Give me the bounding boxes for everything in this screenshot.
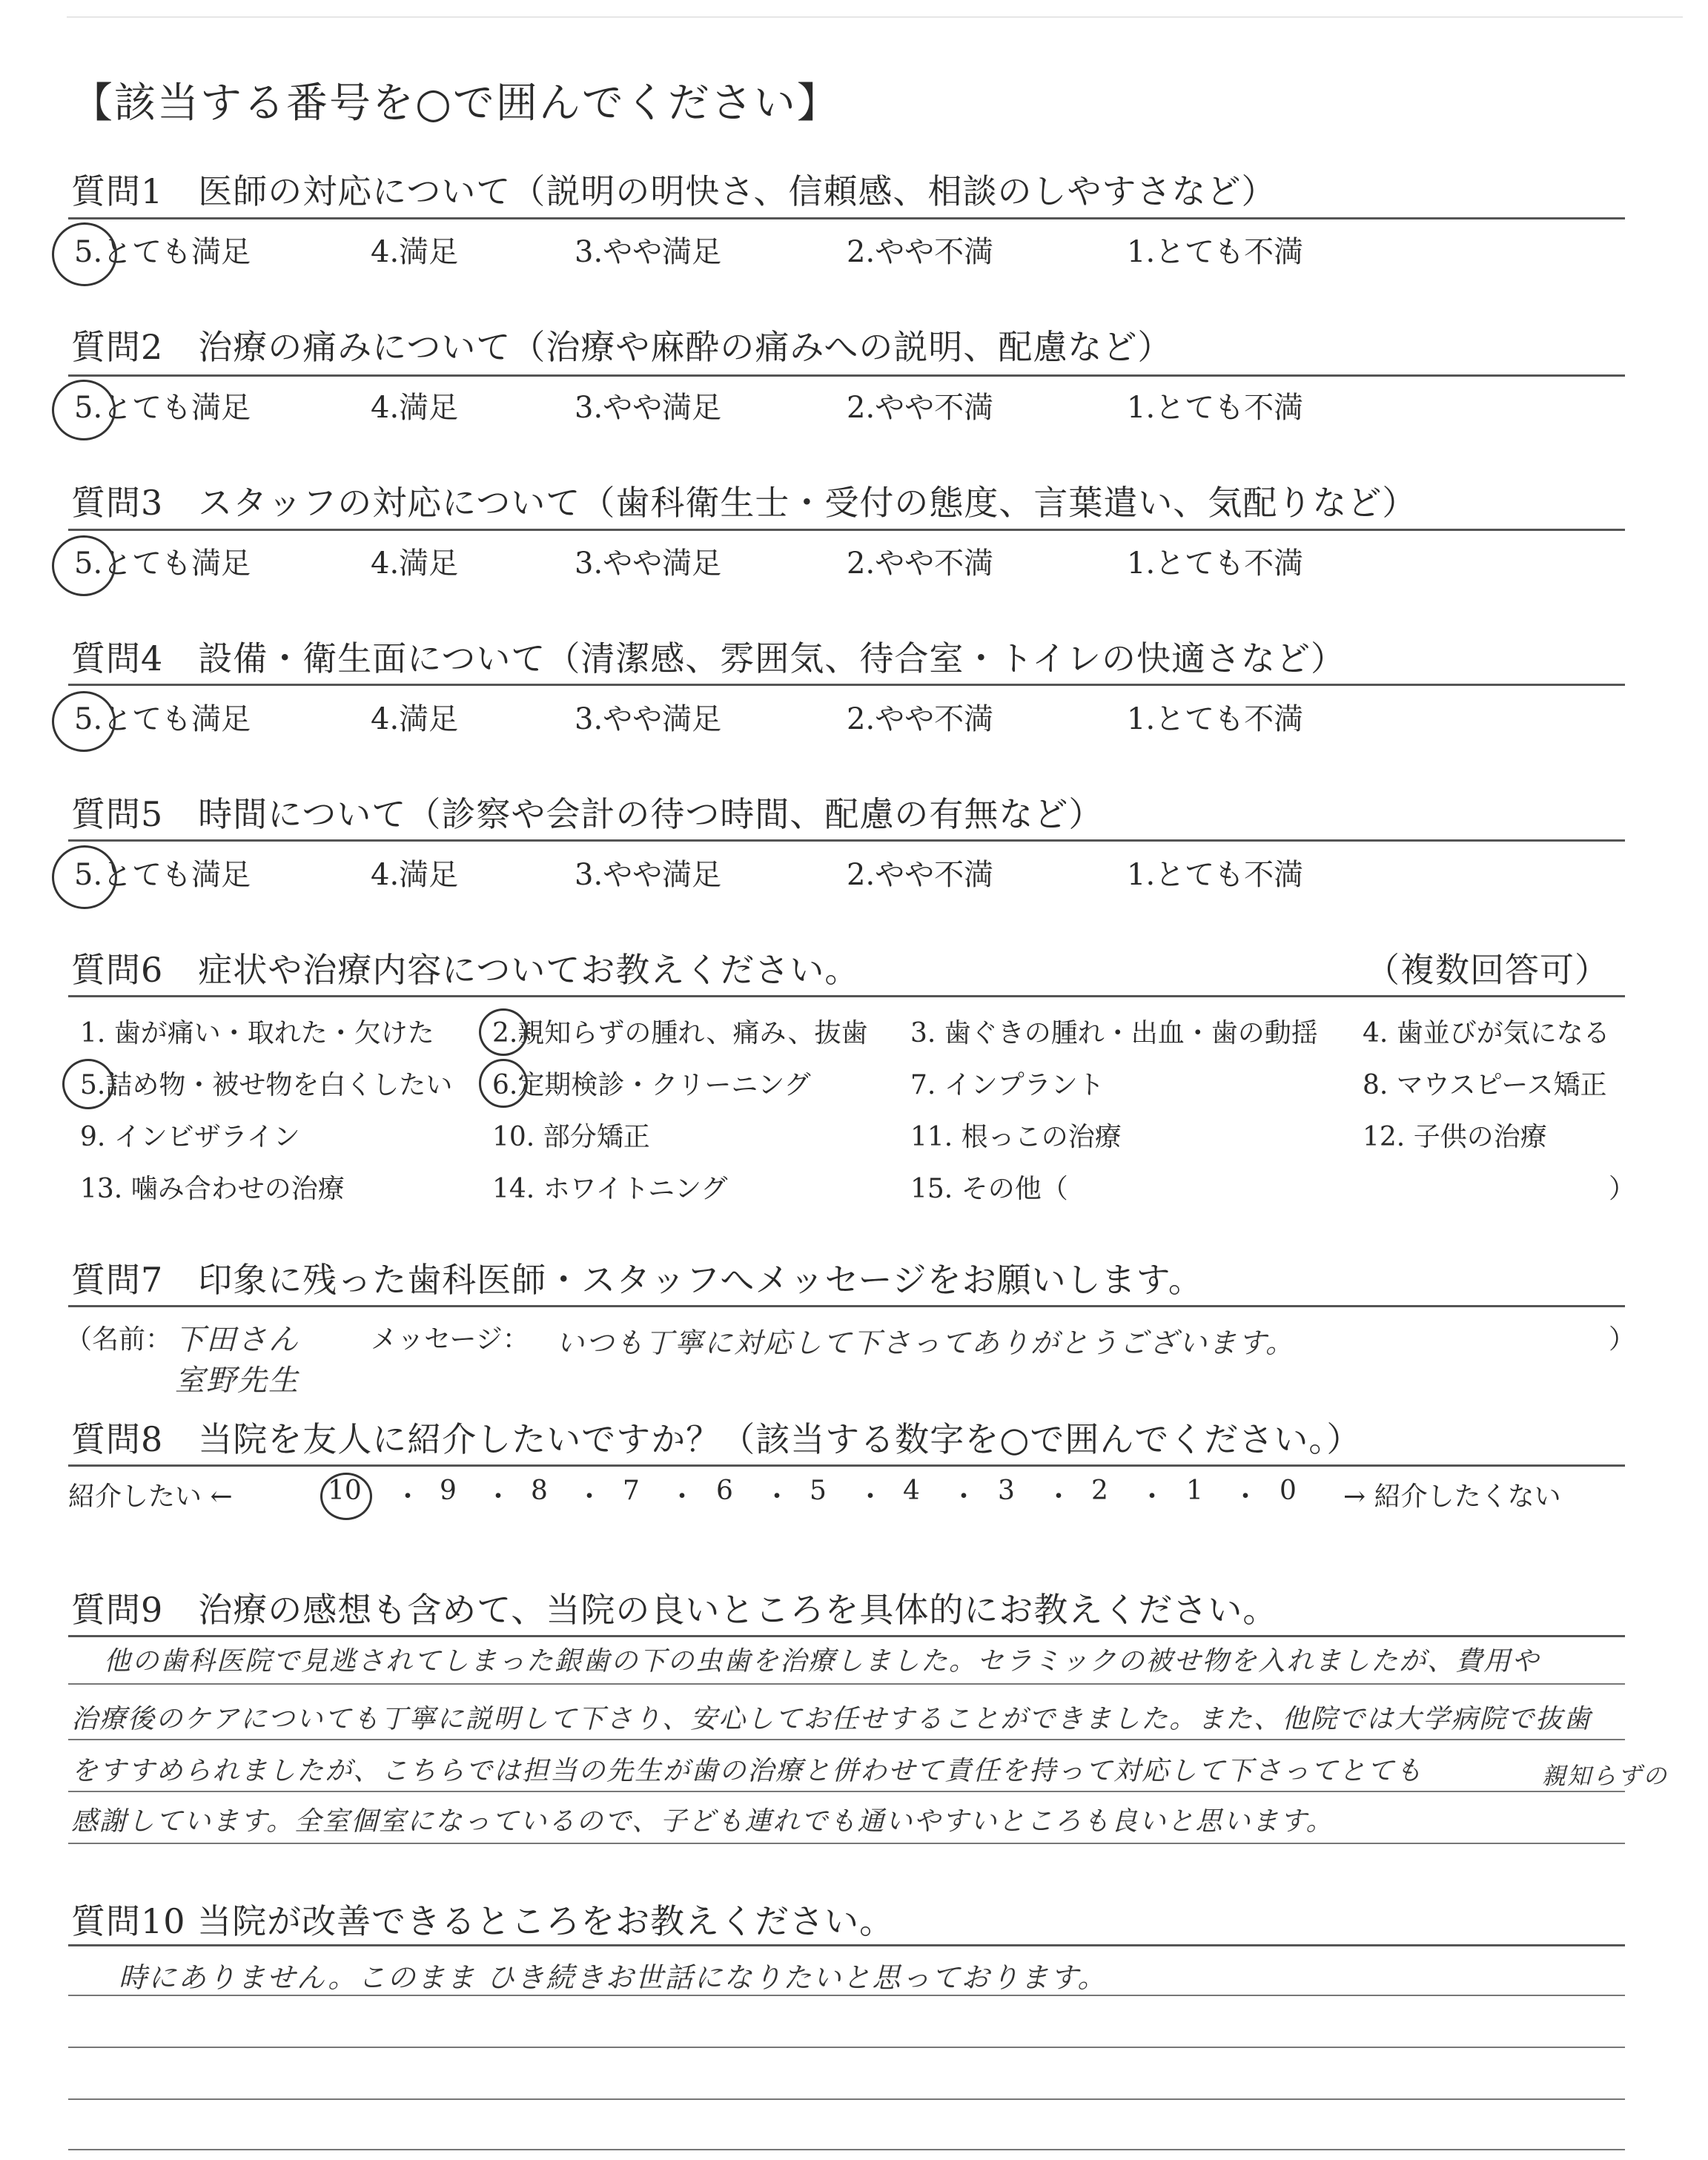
q1-option-2[interactable]: 2.やや不満 bbox=[847, 235, 994, 269]
q1-option-1[interactable]: 1.とても不満 bbox=[1127, 235, 1304, 269]
q8-dot: ・ bbox=[485, 1482, 512, 1512]
q2-selection-circle bbox=[52, 380, 116, 440]
q6-item-5[interactable]: 5.詰め物・被せ物を白くしたい bbox=[80, 1070, 453, 1100]
q7-message-value[interactable]: いつも丁寧に対応して下さってありがとうございます。 bbox=[556, 1327, 1295, 1359]
q6-item-6[interactable]: 6.定期検診・クリーニング bbox=[492, 1070, 811, 1100]
q8-title: 質問8 当院を友人に紹介したいですか？（該当する数字を○で囲んでください。） bbox=[71, 1419, 1362, 1459]
q1-option-4[interactable]: 4.満足 bbox=[371, 235, 459, 269]
q9-answer-line-3[interactable]: をすすめられましたが、こちらでは担当の先生が歯の治療と併わせて責任を持って対応して下さってとても bbox=[71, 1756, 1424, 1786]
q10-rule-3 bbox=[68, 2098, 1625, 2100]
q8-score-9[interactable]: 9 bbox=[440, 1476, 457, 1506]
q5-option-4[interactable]: 4.満足 bbox=[371, 858, 459, 892]
q8-score-0[interactable]: 0 bbox=[1280, 1476, 1297, 1506]
q2-option-5[interactable]: 5.とても満足 bbox=[74, 391, 251, 425]
q9-answer-line-1[interactable]: 他の歯科医院で見逃されてしまった銀歯の下の虫歯を治療しました。セラミックの被せ物を入れましたが、費用や bbox=[104, 1646, 1540, 1677]
q10-rule-1 bbox=[68, 1995, 1625, 1996]
q8-dot: ・ bbox=[1045, 1482, 1073, 1512]
q9-rule-0 bbox=[68, 1635, 1625, 1637]
q1-title: 質問1 医師の対応について（説明の明快さ、信頼感、相談のしやすさなど） bbox=[71, 171, 1277, 211]
top-edge-line bbox=[67, 16, 1683, 18]
q6-item-10[interactable]: 10. 部分矯正 bbox=[492, 1122, 650, 1152]
q6-item-13[interactable]: 13. 噛み合わせの治療 bbox=[80, 1174, 345, 1204]
q7-message-label: メッセージ： bbox=[371, 1324, 529, 1355]
q8-score-8[interactable]: 8 bbox=[531, 1476, 548, 1506]
q6-item-7[interactable]: 7. インプラント bbox=[910, 1070, 1105, 1100]
q9-answer-line-4[interactable]: 感謝しています。全室個室になっているので、子ども連れでも通いやすいところも良いと思います。 bbox=[71, 1806, 1334, 1837]
q6-item-8[interactable]: 8. マウスピース矯正 bbox=[1363, 1070, 1607, 1100]
q7-name-label: （名前： bbox=[65, 1324, 173, 1355]
q4-option-2[interactable]: 2.やや不満 bbox=[847, 702, 994, 736]
q8-dot: ・ bbox=[1232, 1482, 1260, 1512]
q2-rule bbox=[68, 374, 1625, 377]
q5-title: 質問5 時間について（診察や会計の待つ時間、配慮の有無など） bbox=[71, 794, 1104, 834]
page-title: 【該当する番号を○で囲んでください】 bbox=[71, 79, 840, 128]
q6-item-3[interactable]: 3. 歯ぐきの腫れ・出血・歯の動揺 bbox=[910, 1018, 1318, 1048]
q5-option-1[interactable]: 1.とても不満 bbox=[1127, 858, 1304, 892]
q6-item-1[interactable]: 1. 歯が痛い・取れた・欠けた bbox=[80, 1018, 434, 1048]
q10-title: 質問10 当院が改善できるところをお教えください。 bbox=[71, 1901, 895, 1941]
q1-option-3[interactable]: 3.やや満足 bbox=[575, 235, 722, 269]
q8-dot: ・ bbox=[669, 1482, 696, 1512]
q3-option-4[interactable]: 4.満足 bbox=[371, 546, 459, 581]
q6-item-14[interactable]: 14. ホワイトニング bbox=[492, 1174, 728, 1204]
q9-rule-2 bbox=[68, 1739, 1625, 1740]
q3-option-2[interactable]: 2.やや不満 bbox=[847, 546, 994, 581]
q8-score-5[interactable]: 5 bbox=[810, 1476, 827, 1506]
q6-item-6-circle bbox=[479, 1059, 528, 1108]
q8-score-3[interactable]: 3 bbox=[998, 1476, 1015, 1506]
q8-right-label: → 紹介したくない bbox=[1343, 1482, 1561, 1512]
q6-item-2[interactable]: 2.親知らずの腫れ、痛み、抜歯 bbox=[492, 1018, 868, 1048]
q6-note: （複数回答可） bbox=[1366, 950, 1609, 990]
q8-score-10[interactable]: 10 bbox=[328, 1476, 362, 1506]
q4-option-4[interactable]: 4.満足 bbox=[371, 702, 459, 736]
q4-title: 質問4 設備・衛生面について（清潔感、雰囲気、待合室・トイレの快適さなど） bbox=[71, 638, 1346, 678]
q8-score-7[interactable]: 7 bbox=[623, 1476, 640, 1506]
q4-option-5[interactable]: 5.とても満足 bbox=[74, 702, 251, 736]
q6-item-15[interactable]: 15. その他（ bbox=[910, 1174, 1068, 1204]
q8-dot: ・ bbox=[1139, 1482, 1166, 1512]
q2-option-2[interactable]: 2.やや不満 bbox=[847, 391, 994, 425]
q6-item-4[interactable]: 4. 歯並びが気になる bbox=[1363, 1018, 1610, 1048]
q8-dot: ・ bbox=[857, 1482, 884, 1512]
q8-score-2[interactable]: 2 bbox=[1091, 1476, 1108, 1506]
q10-rule-4 bbox=[68, 2149, 1625, 2150]
q2-option-3[interactable]: 3.やや満足 bbox=[575, 391, 722, 425]
q7-name-value-1[interactable]: 下田さん bbox=[175, 1323, 299, 1357]
q8-dot: ・ bbox=[394, 1482, 422, 1512]
q2-option-4[interactable]: 4.満足 bbox=[371, 391, 459, 425]
q7-name-value-2[interactable]: 室野先生 bbox=[175, 1364, 299, 1398]
q1-selection-circle bbox=[52, 222, 117, 286]
q5-option-5[interactable]: 5.とても満足 bbox=[74, 858, 251, 892]
q8-score-6[interactable]: 6 bbox=[716, 1476, 733, 1506]
q5-selection-circle bbox=[52, 845, 117, 909]
q6-item-2-circle bbox=[479, 1008, 528, 1056]
q8-selection-circle bbox=[320, 1473, 372, 1520]
q8-rule bbox=[68, 1464, 1625, 1467]
q8-left-label: 紹介したい ← bbox=[68, 1482, 233, 1512]
q3-option-1[interactable]: 1.とても不満 bbox=[1127, 546, 1304, 581]
q8-score-1[interactable]: 1 bbox=[1186, 1476, 1203, 1506]
q6-item-5-circle bbox=[62, 1059, 114, 1109]
q3-selection-circle bbox=[52, 535, 116, 596]
q4-selection-circle bbox=[52, 691, 116, 752]
q8-dot: ・ bbox=[950, 1482, 978, 1512]
q4-option-3[interactable]: 3.やや満足 bbox=[575, 702, 722, 736]
q5-option-2[interactable]: 2.やや不満 bbox=[847, 858, 994, 892]
q10-rule-0 bbox=[68, 1944, 1625, 1946]
q4-option-1[interactable]: 1.とても不満 bbox=[1127, 702, 1304, 736]
q1-option-5[interactable]: 5.とても満足 bbox=[74, 235, 251, 269]
q9-rule-4 bbox=[68, 1843, 1625, 1844]
q5-option-3[interactable]: 3.やや満足 bbox=[575, 858, 722, 892]
q6-item-9[interactable]: 9. インビザライン bbox=[80, 1122, 300, 1152]
q6-title: 質問6 症状や治療内容についてお教えください。 bbox=[71, 950, 860, 990]
q7-title: 質問7 印象に残った歯科医師・スタッフへメッセージをお願いします。 bbox=[71, 1260, 1203, 1300]
q9-rule-3 bbox=[68, 1791, 1625, 1792]
q2-option-1[interactable]: 1.とても不満 bbox=[1127, 391, 1304, 425]
q3-option-5[interactable]: 5.とても満足 bbox=[74, 546, 251, 581]
q10-answer-line-1[interactable]: 時にありません。このまま ひき続きお世話になりたいと思っております。 bbox=[119, 1961, 1108, 1994]
q7-rule bbox=[68, 1305, 1625, 1307]
q1-rule bbox=[68, 217, 1625, 219]
q2-title: 質問2 治療の痛みについて（治療や麻酔の痛みへの説明、配慮など） bbox=[71, 327, 1173, 367]
q6-item-11[interactable]: 11. 根っこの治療 bbox=[910, 1122, 1122, 1152]
q7-close-paren: ） bbox=[1609, 1324, 1636, 1355]
q6-rule bbox=[68, 995, 1625, 997]
q5-rule bbox=[68, 839, 1625, 842]
q10-rule-2 bbox=[68, 2047, 1625, 2048]
q3-title: 質問3 スタッフの対応について（歯科衛生士・受付の態度、言葉遣い、気配りなど） bbox=[71, 483, 1417, 523]
q8-dot: ・ bbox=[764, 1482, 791, 1512]
q6-item-15-close: ） bbox=[1609, 1174, 1636, 1204]
q9-insertion-note[interactable]: 親知らずの bbox=[1542, 1762, 1669, 1790]
q9-answer-line-2[interactable]: 治療後のケアについても丁寧に説明して下さり、安心してお任せすることができました。また、他院では大学病院で抜歯 bbox=[71, 1704, 1592, 1734]
q8-score-4[interactable]: 4 bbox=[903, 1476, 920, 1506]
q3-rule bbox=[68, 529, 1625, 531]
q9-rule-1 bbox=[68, 1683, 1625, 1685]
q8-dot: ・ bbox=[576, 1482, 603, 1512]
q9-title: 質問9 治療の感想も含めて、当院の良いところを具体的にお教えください。 bbox=[71, 1590, 1278, 1630]
q4-rule bbox=[68, 684, 1625, 686]
q3-option-3[interactable]: 3.やや満足 bbox=[575, 546, 722, 581]
q6-item-12[interactable]: 12. 子供の治療 bbox=[1363, 1122, 1547, 1152]
